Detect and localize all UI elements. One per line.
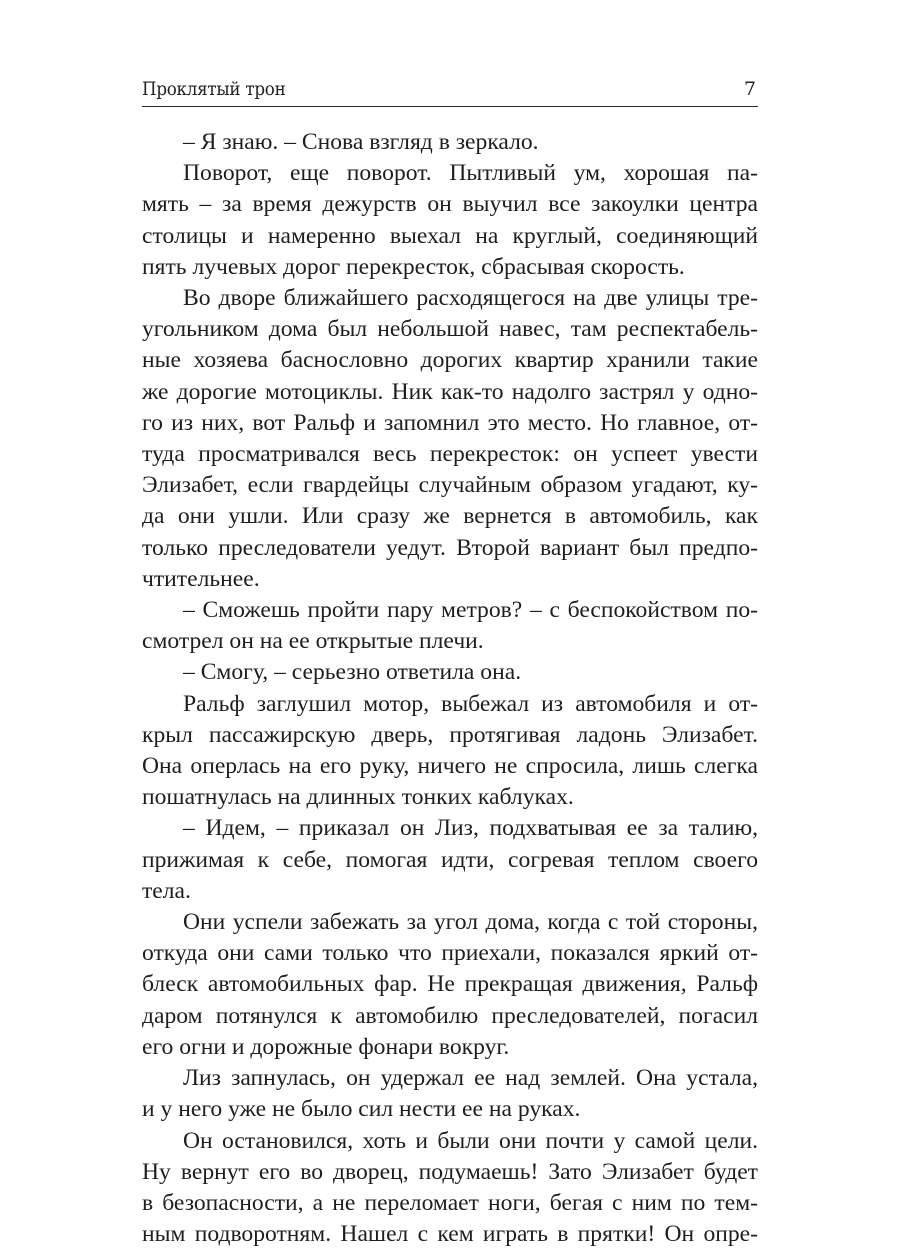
text-line: откуда они сами только что приехали, показался яркий от-	[142, 938, 758, 969]
text-line: ные хозяева баснословно дорогих квартир хранили такие	[142, 345, 758, 376]
paragraph	[142, 907, 758, 1063]
text-line: чтительнее.	[142, 564, 758, 595]
body-text	[142, 127, 758, 1250]
text-line: и у него уже не было сил нести ее на руках.	[142, 1094, 758, 1125]
paragraph	[142, 127, 758, 158]
book-title: Проклятый трон	[142, 72, 285, 106]
text-line: угольником дома был небольшой навес, там респектабель-	[142, 314, 758, 345]
text-line: мять – за время дежурств он выучил все закоулки центра	[142, 189, 758, 220]
page-number: 7	[744, 72, 756, 106]
text-line: его огни и дорожные фонари вокруг.	[142, 1032, 758, 1063]
text-line: крыл пассажирскую дверь, протягивая ладонь Элизабет.	[142, 720, 758, 751]
paragraph	[142, 657, 758, 688]
text-line: блеск автомобильных фар. Не прекращая движения, Ральф	[142, 969, 758, 1000]
text-line: Он остановился, хоть и были они почти у самой цели.	[142, 1126, 758, 1157]
text-line: – Смогу, – серьезно ответила она.	[142, 657, 758, 688]
text-line: в безопасности, а не переломает ноги, бегая с ним по тем-	[142, 1188, 758, 1219]
text-line: Ну вернут его во дворец, подумаешь! Зато Элизабет будет	[142, 1157, 758, 1188]
text-line: же дорогие мотоциклы. Ник как-то надолго застрял у одно-	[142, 377, 758, 408]
text-line: – Сможешь пройти пару метров? – с беспокойством по-	[142, 595, 758, 626]
text-line: Элизабет, если гвардейцы случайным образом угадают, ку-	[142, 470, 758, 501]
text-line: Она оперлась на его руку, ничего не спросила, лишь слегка	[142, 751, 758, 782]
text-line: столицы и намеренно выехал на круглый, соединяющий	[142, 221, 758, 252]
paragraph	[142, 689, 758, 814]
text-line: Ральф заглушил мотор, выбежал из автомобиля и от-	[142, 689, 758, 720]
text-line: пять лучевых дорог перекресток, сбрасывая скорость.	[142, 252, 758, 283]
text-line: ным подворотням. Нашел с кем играть в прятки! Он опре-	[142, 1219, 758, 1250]
text-line: Во дворе ближайшего расходящегося на две улицы тре-	[142, 283, 758, 314]
paragraph	[142, 1063, 758, 1125]
running-header	[142, 72, 758, 107]
text-line: го из них, вот Ральф и запомнил это место. Но главное, от-	[142, 408, 758, 439]
text-line: смотрел он на ее открытые плечи.	[142, 626, 758, 657]
paragraph	[142, 595, 758, 657]
text-line: Поворот, еще поворот. Пытливый ум, хорошая па-	[142, 158, 758, 189]
paragraph	[142, 283, 758, 595]
text-line: туда просматривался весь перекресток: он успеет увести	[142, 439, 758, 470]
text-line: Лиз запнулась, он удержал ее над землей. Она устала,	[142, 1063, 758, 1094]
text-line: да они ушли. Или сразу же вернется в автомобиль, как	[142, 501, 758, 532]
text-line: – Я знаю. – Снова взгляд в зеркало.	[142, 127, 758, 158]
text-line: тела.	[142, 876, 758, 907]
paragraph	[142, 813, 758, 907]
text-line: даром потянулся к автомобилю преследователей, погасил	[142, 1001, 758, 1032]
text-line: – Идем, – приказал он Лиз, подхватывая ее за талию,	[142, 813, 758, 844]
text-line: пошатнулась на длинных тонких каблуках.	[142, 782, 758, 813]
paragraph	[142, 158, 758, 283]
text-line: только преследователи уедут. Второй вариант был предпо-	[142, 533, 758, 564]
text-line: прижимая к себе, помогая идти, согревая теплом своего	[142, 845, 758, 876]
paragraph	[142, 1126, 758, 1250]
text-line: Они успели забежать за угол дома, когда с той стороны,	[142, 907, 758, 938]
